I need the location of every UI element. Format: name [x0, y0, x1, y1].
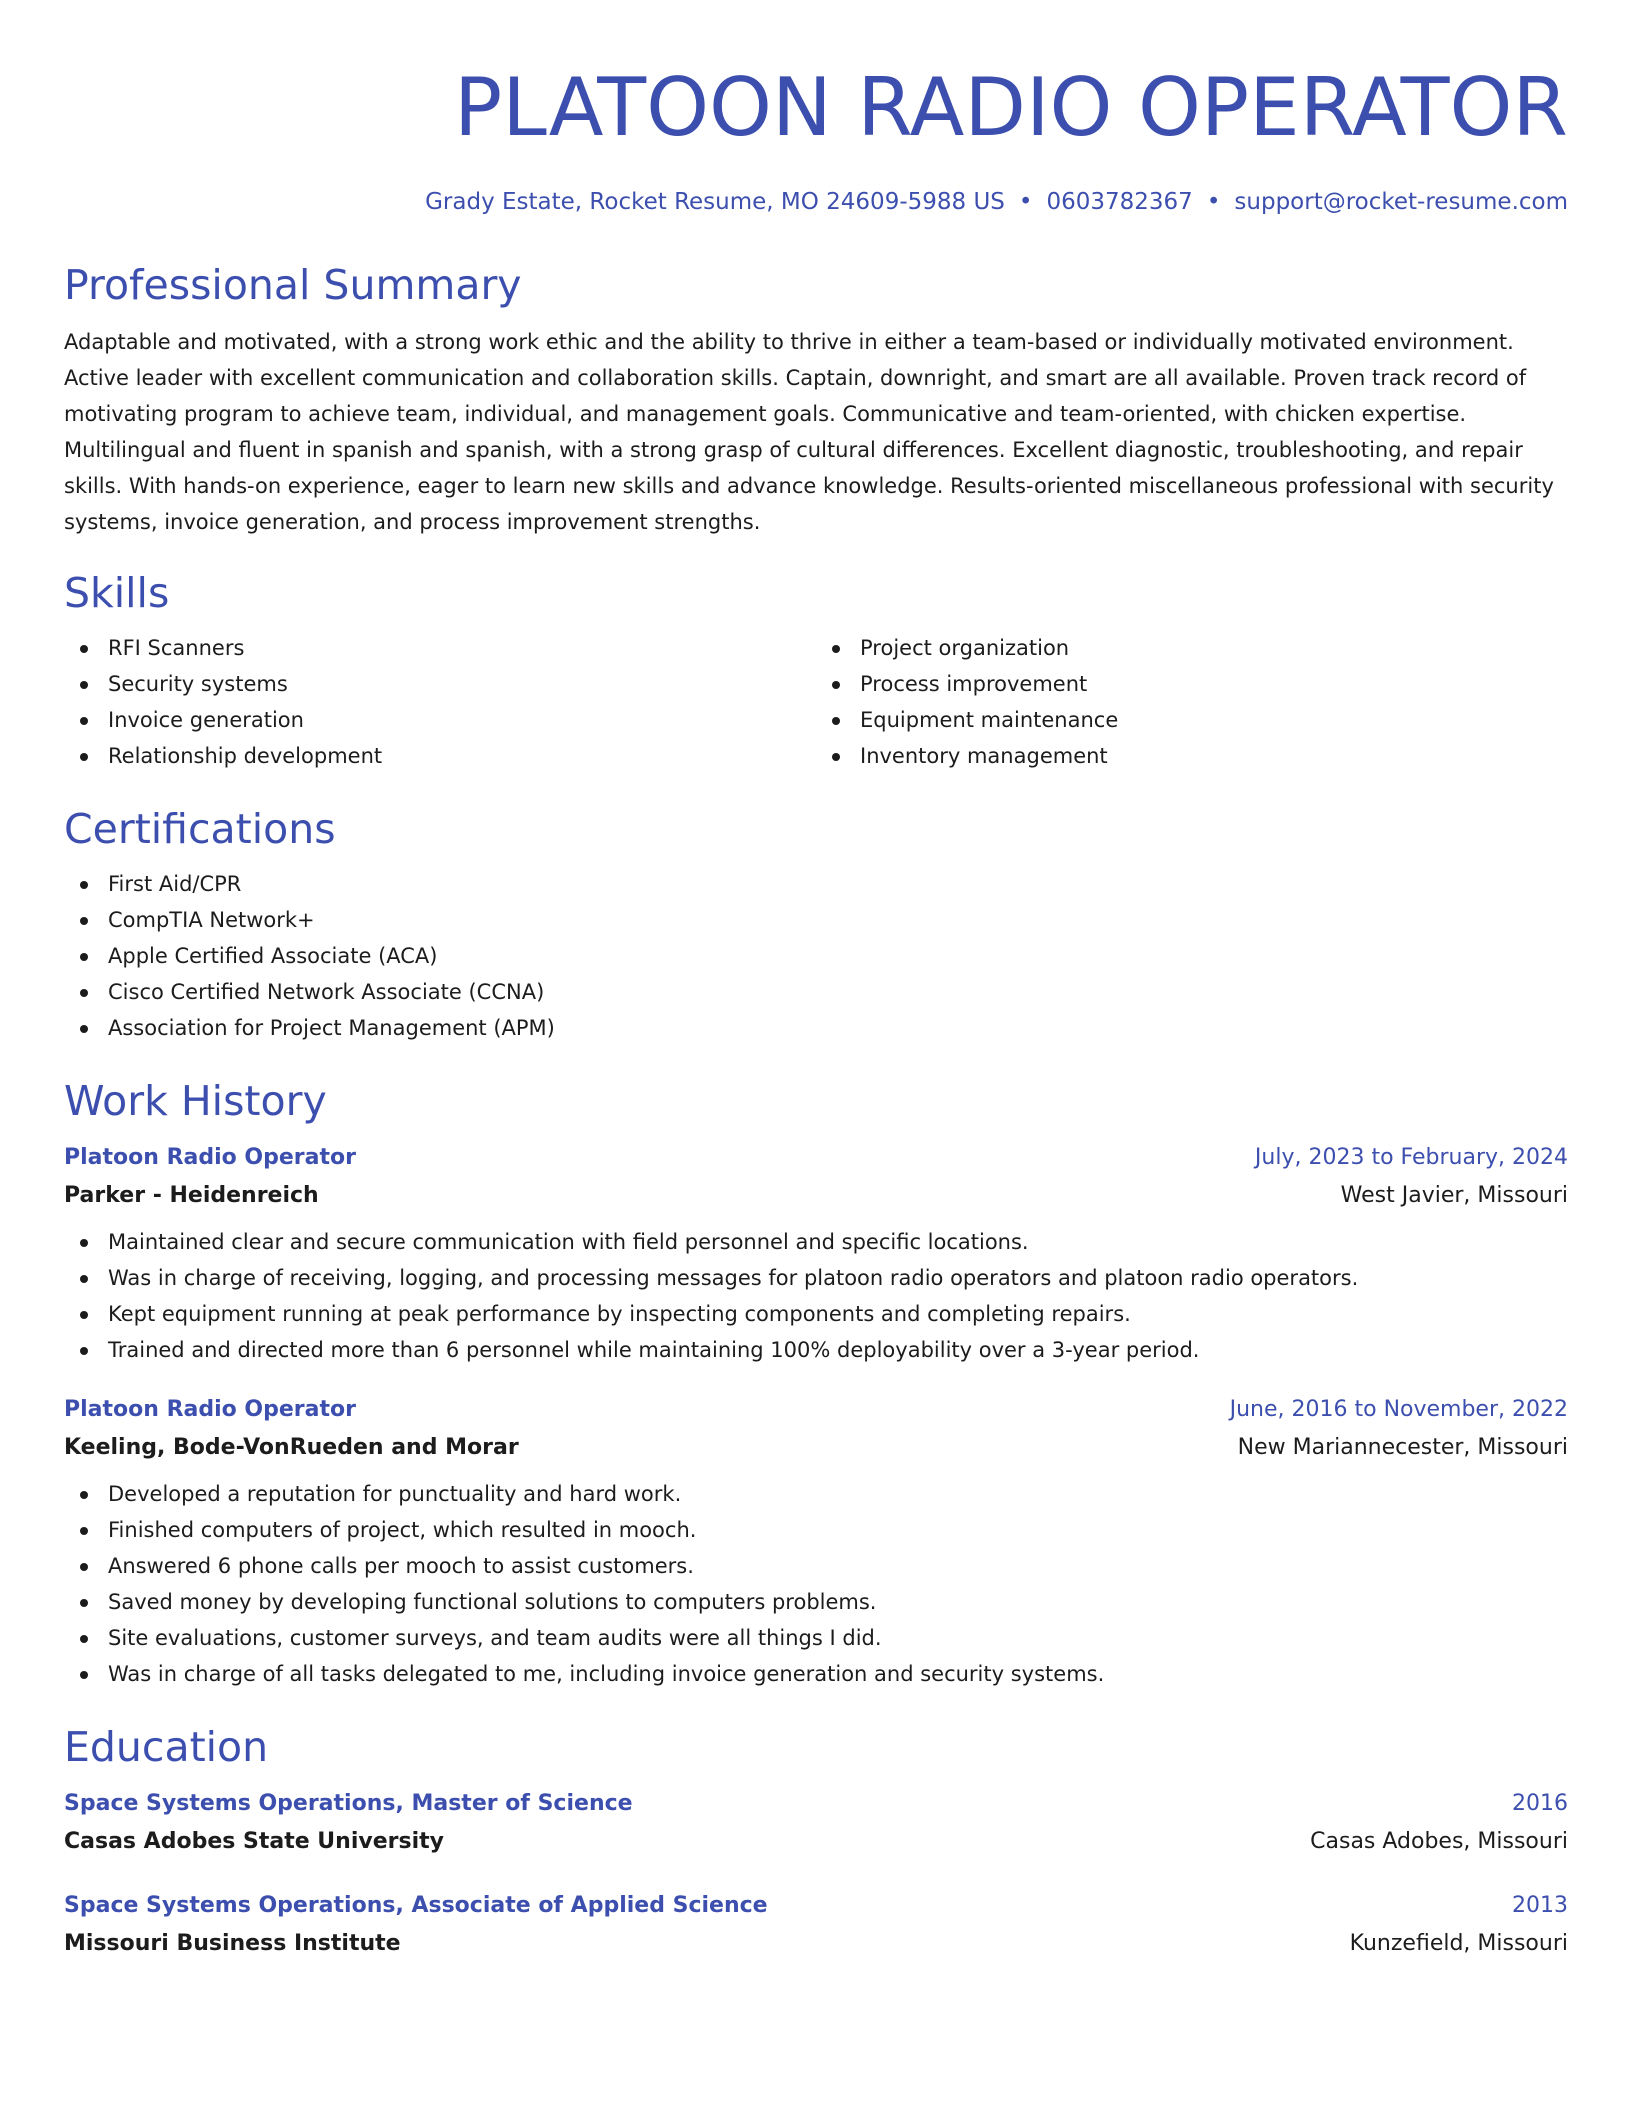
education-year: 2016: [1512, 1791, 1568, 1816]
job-company: Keeling, Bode-VonRueden and Morar: [64, 1435, 519, 1460]
job-entry: [64, 1140, 1568, 1368]
job-bullet: Site evaluations, customer surveys, and team audits were all things I did.: [64, 1620, 1568, 1656]
contact-line: [64, 186, 1568, 218]
education-degree-row: [64, 1888, 1568, 1924]
skill-item: Equipment maintenance: [816, 702, 1568, 738]
skill-item: RFI Scanners: [64, 630, 816, 666]
job-dates: June, 2016 to November, 2022: [1229, 1397, 1568, 1422]
skills-heading: Skills: [64, 569, 170, 617]
resume-title: PLATOON RADIO OPERATOR: [454, 61, 1568, 154]
certifications-list: [64, 866, 1568, 1046]
skills-list: [64, 630, 1568, 774]
job-company-row: [64, 1176, 1568, 1216]
certifications-heading: Certifications: [64, 805, 336, 853]
certification-item: CompTIA Network+: [64, 902, 1568, 938]
job-location: West Javier, Missouri: [1340, 1183, 1568, 1208]
contact-separator: •: [1018, 189, 1033, 215]
job-bullet: Maintained clear and secure communication with field personnel and specific locations.: [64, 1224, 1568, 1260]
certification-item: First Aid/CPR: [64, 866, 1568, 902]
job-bullets: [64, 1224, 1568, 1368]
skill-item: Invoice generation: [64, 702, 816, 738]
job-bullet: Was in charge of receiving, logging, and processing messages for platoon radio operators and platoon radio operators.: [64, 1260, 1568, 1296]
education-entry: [64, 1888, 1568, 1964]
contact-separator: •: [1206, 189, 1221, 215]
job-entry: [64, 1392, 1568, 1692]
job-bullet: Saved money by developing functional solutions to computers problems.: [64, 1584, 1568, 1620]
job-dates: July, 2023 to February, 2024: [1254, 1145, 1568, 1170]
certification-item: Cisco Certified Network Associate (CCNA): [64, 974, 1568, 1010]
job-title: Platoon Radio Operator: [64, 1145, 356, 1170]
education-location: Casas Adobes, Missouri: [1310, 1829, 1568, 1854]
contact-address: Grady Estate, Rocket Resume, MO 24609-5988 US: [425, 189, 1005, 215]
skill-item: Inventory management: [816, 738, 1568, 774]
contact-email: support@rocket-resume.com: [1234, 189, 1568, 215]
job-bullet: Answered 6 phone calls per mooch to assist customers.: [64, 1548, 1568, 1584]
certification-item: Apple Certified Associate (ACA): [64, 938, 1568, 974]
job-bullet: Trained and directed more than 6 personnel while maintaining 100% deployability over a 3-year period.: [64, 1332, 1568, 1368]
job-bullet: Kept equipment running at peak performance by inspecting components and completing repairs.: [64, 1296, 1568, 1332]
certification-item: Association for Project Management (APM): [64, 1010, 1568, 1046]
job-header-row: [64, 1392, 1568, 1428]
education-year: 2013: [1512, 1893, 1568, 1918]
skills-column-right: [816, 630, 1568, 774]
education-degree: Space Systems Operations, Associate of Applied Science: [64, 1893, 768, 1918]
work-history-heading: Work History: [64, 1077, 327, 1125]
skill-item: Relationship development: [64, 738, 816, 774]
education-entry: [64, 1786, 1568, 1862]
education-school-row: [64, 1822, 1568, 1862]
education-school: Missouri Business Institute: [64, 1931, 401, 1956]
job-bullet: Developed a reputation for punctuality and hard work.: [64, 1476, 1568, 1512]
job-company-row: [64, 1428, 1568, 1468]
education-heading: Education: [64, 1723, 269, 1771]
skill-item: Process improvement: [816, 666, 1568, 702]
education-school-row: [64, 1924, 1568, 1964]
education-school: Casas Adobes State University: [64, 1829, 444, 1854]
contact-phone: 0603782367: [1046, 189, 1193, 215]
job-header-row: [64, 1140, 1568, 1176]
education-degree-row: [64, 1786, 1568, 1822]
summary-heading: Professional Summary: [64, 261, 522, 309]
job-title: Platoon Radio Operator: [64, 1397, 356, 1422]
education-degree: Space Systems Operations, Master of Science: [64, 1791, 633, 1816]
skills-column-left: [64, 630, 816, 774]
job-location: New Mariannecester, Missouri: [1237, 1435, 1568, 1460]
job-company: Parker - Heidenreich: [64, 1183, 319, 1208]
job-bullets: [64, 1476, 1568, 1692]
job-bullet: Was in charge of all tasks delegated to me, including invoice generation and security systems.: [64, 1656, 1568, 1692]
skill-item: Security systems: [64, 666, 816, 702]
summary-text: Adaptable and motivated, with a strong work ethic and the ability to thrive in either a team-based or individually motivated environment. Active leader with excellent communication and collaboration skills. Captain, downright, and smart are all available. Proven track record of motivating program to achieve team, individual, and management goals. Communicative and team-oriented, with chicken expertise. Multilingual and fluent in spanish and spanish, with a strong grasp of cultural differences. Excellent diagnostic, troubleshooting, and repair skills. With hands-on experience, eager to learn new skills and advance knowledge. Results-oriented miscellaneous professional with security systems, invoice generation, and process improvement strengths.: [64, 330, 1554, 534]
education-location: Kunzefield, Missouri: [1349, 1931, 1568, 1956]
skill-item: Project organization: [816, 630, 1568, 666]
job-bullet: Finished computers of project, which resulted in mooch.: [64, 1512, 1568, 1548]
